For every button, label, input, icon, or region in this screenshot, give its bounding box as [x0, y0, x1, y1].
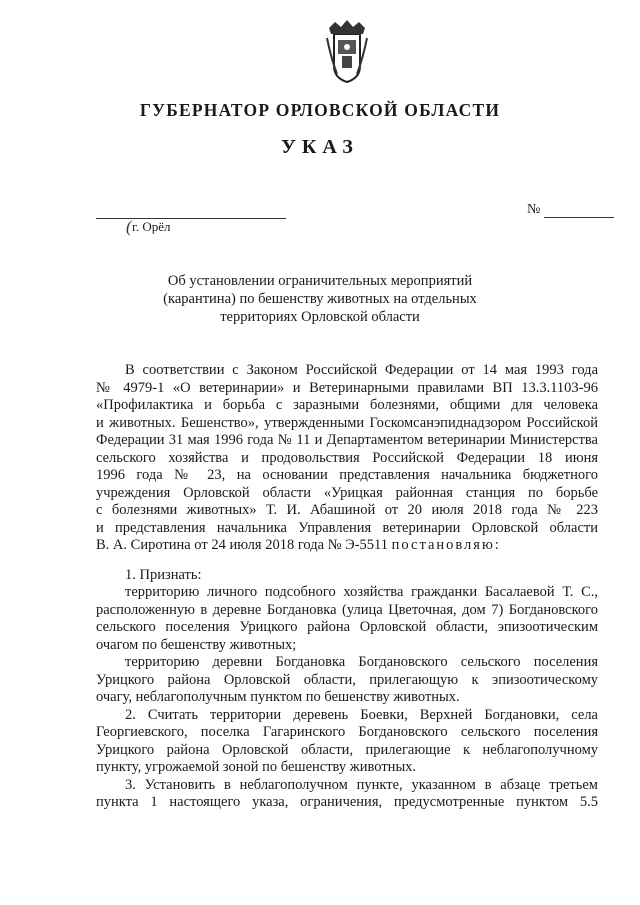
document-number — [527, 199, 614, 218]
body-line: «Профилактика и борьба с заразными болезнями, общими для человека — [96, 397, 598, 413]
body-line: Урицкого района Орловской области, прилегающую к эпизоотическому — [96, 671, 598, 688]
body-line: очагу, неблагополучным пунктом по бешенству животных. — [96, 689, 460, 705]
number-label: № — [527, 202, 541, 217]
body-line: с болезнями животных» Т. И. Абашиной от 20 июля 2018 года № 223 — [96, 502, 598, 518]
handwritten-date — [96, 196, 286, 219]
place-of-issue: ( г. Орёл — [126, 217, 171, 236]
body-line: 3. Установить в неблагополучном пункте, указанном в абзаце третьем — [125, 776, 598, 793]
document-subject — [120, 272, 520, 326]
preamble — [96, 362, 598, 555]
body-line: сельского поселения Урицкого района Орловской области, эпизоотическим — [96, 619, 598, 635]
decree-items — [96, 567, 598, 812]
body-line: территорию деревни Богдановка Богдановского сельского поселения — [125, 654, 598, 670]
decree-paragraph — [96, 707, 598, 777]
body-line — [96, 537, 598, 555]
body-line: 1. Признать: — [125, 566, 202, 583]
subject-line: территориях Орловской области — [220, 309, 420, 325]
body-line: пункта 1 настоящего указа, ограничения, предусмотренные пунктом 5.5 — [96, 794, 598, 810]
decree-paragraph — [96, 584, 598, 654]
body-line: территорию личного подсобного хозяйства гражданки Басалаевой Т. С., — [125, 584, 598, 600]
decree-paragraph — [96, 654, 598, 707]
handwritten-number — [544, 199, 614, 218]
subject-line: Об установлении ограничительных мероприятий — [167, 273, 473, 289]
decree-word: постановляю: — [391, 537, 501, 553]
body-line: 2. Считать территории деревень Боевки, Верхней Богдановки, села — [125, 706, 598, 723]
body-line: очагом по бешенству животных; — [96, 636, 297, 653]
body-line: № 4979-1 «О ветеринарии» и Ветеринарными правилами ВП 13.3.1103-96 — [96, 379, 598, 396]
body-line: учреждения Орловской области «Урицкая районная станция по борьбе — [96, 484, 598, 501]
decree-paragraph — [96, 567, 598, 585]
body-line: расположенную в деревне Богдановка (улица Цветочная, дом 7) Богдановского — [96, 601, 598, 618]
place-label: г. Орёл — [132, 219, 171, 234]
body-line: В соответствии с Законом Российской Федерации от 14 мая 1993 года — [125, 362, 598, 378]
body-line: и животных. Бешенство», утвержденными Госкомсанэпиднадзором Российской — [96, 414, 598, 431]
document-type: УКАЗ — [281, 136, 359, 158]
document-body — [96, 362, 598, 812]
subject-line: (карантина) по бешенству животных на отдельных — [163, 291, 477, 307]
body-line: Урицкого района Орловской области, прилегающие к неблагополучному — [96, 741, 598, 758]
preamble-last-line: В. А. Сиротина от 24 июля 2018 года № Э-5511 — [96, 537, 389, 553]
decree-paragraph — [96, 777, 598, 812]
body-line: и представления начальника Управления ветеринарии Орловской области — [96, 519, 598, 536]
body-line: Георгиевского, поселка Гагаринского Богдановского сельского поселения — [96, 724, 598, 740]
coat-of-arms-icon — [325, 18, 369, 84]
body-line: Федерации 31 мая 1996 года № 11 и Департаментом ветеринарии Министерства — [96, 432, 598, 448]
body-line: сельского хозяйства и продовольствия Российской Федерации 18 июня — [96, 449, 598, 466]
organization-title: ГУБЕРНАТОР ОРЛОВСКОЙ ОБЛАСТИ — [139, 100, 501, 120]
body-line: пункту, угрожаемой зоной по бешенству животных. — [96, 759, 417, 775]
body-line: 1996 года № 23, на основании представления начальника бюджетного — [96, 467, 598, 483]
